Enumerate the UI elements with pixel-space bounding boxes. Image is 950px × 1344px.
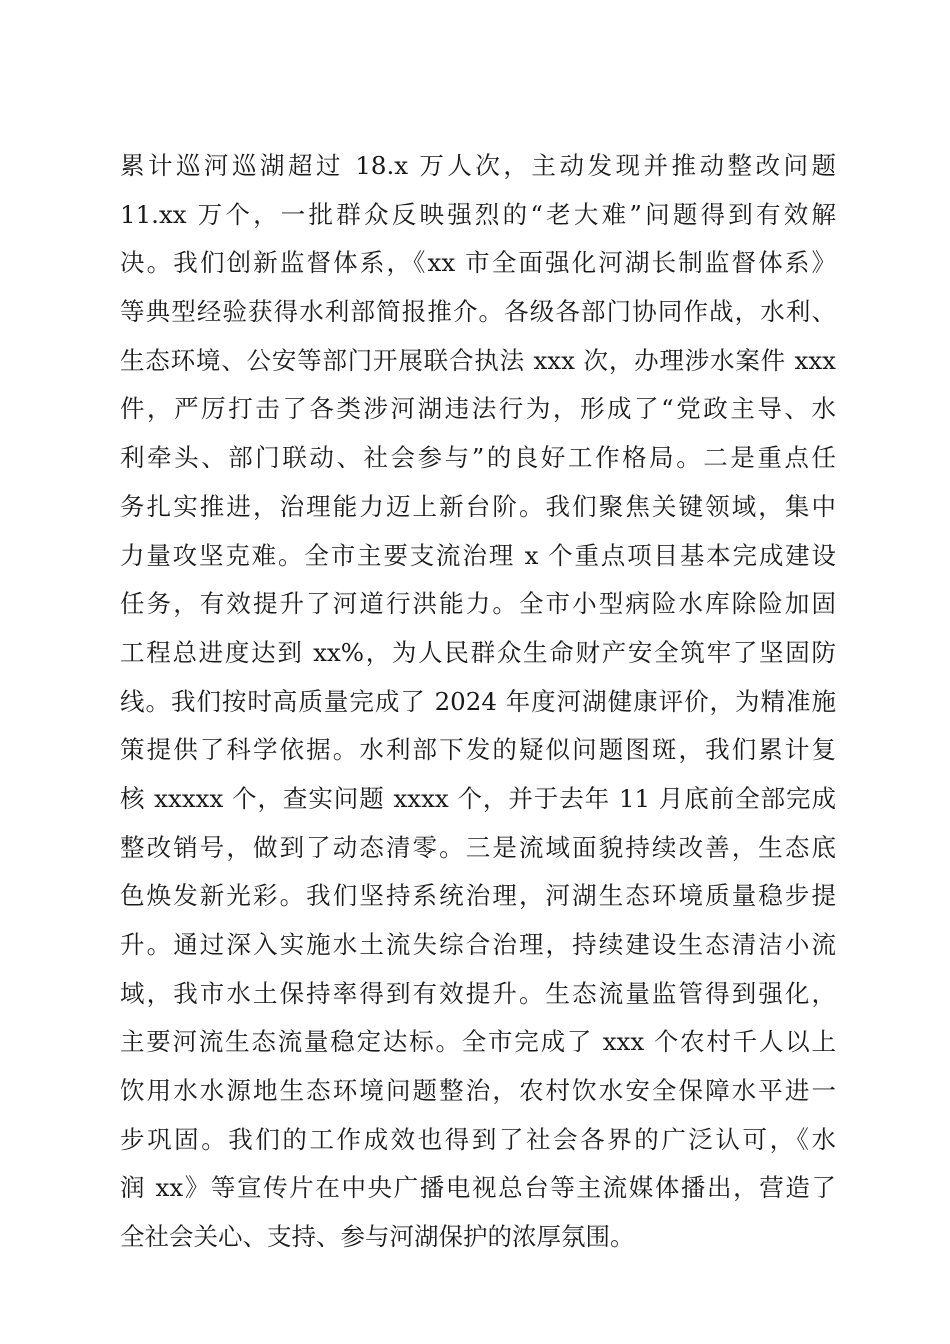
text-line: 任务，有效提升了河道行洪能力。全市小型病险水库除险加固 (120, 589, 836, 619)
text-line: 件，严厉打击了各类涉河湖违法行为，形成了“党政主导、水 (120, 394, 836, 424)
text-line: 线。我们按时高质量完成了 2024 年度河湖健康评价，为精准施 (120, 686, 836, 716)
text-line: 策提供了科学依据。水利部下发的疑似问题图斑，我们累计复 (120, 735, 836, 765)
text-line: 润 xx》等宣传片在中央广播电视总台等主流媒体播出，营造了 (120, 1173, 836, 1203)
body-paragraph (120, 142, 836, 1262)
text-line: 11.xx 万个，一批群众反映强烈的“老大难”问题得到有效解 (120, 199, 836, 229)
text-line: 工程总进度达到 xx%，为人民群众生命财产安全筑牢了坚固防 (120, 637, 836, 667)
text-line: 色焕发新光彩。我们坚持系统治理，河湖生态环境质量稳步提 (120, 881, 836, 911)
text-line: 步巩固。我们的工作成效也得到了社会各界的广泛认可，《水 (120, 1124, 836, 1154)
text-line-last: 全社会关心、支持、参与河湖保护的浓厚氛围。 (120, 1222, 635, 1252)
text-line: 整改销号，做到了动态清零。三是流域面貌持续改善，生态底 (120, 832, 836, 862)
text-line: 累计巡河巡湖超过 18.x 万人次，主动发现并推动整改问题 (120, 151, 836, 180)
text-line: 利牵头、部门联动、社会参与”的良好工作格局。二是重点任 (120, 443, 836, 473)
text-line: 核 xxxxx 个，查实问题 xxxx 个，并于去年 11 月底前全部完成 (120, 783, 836, 813)
text-line: 升。通过深入实施水土流失综合治理，持续建设生态清洁小流 (120, 930, 836, 959)
text-line: 饮用水水源地生态环境问题整治，农村饮水安全保障水平进一 (120, 1076, 836, 1106)
text-line: 等典型经验获得水利部简报推介。各级各部门协同作战，水利、 (120, 297, 836, 327)
text-line: 力量攻坚克难。全市主要支流治理 x 个重点项目基本完成建设 (120, 540, 836, 570)
text-line: 域，我市水土保持率得到有效提升。生态流量监管得到强化， (120, 978, 836, 1008)
text-line: 主要河流生态流量稳定达标。全市完成了 xxx 个农村千人以上 (120, 1027, 836, 1057)
text-line: 决。我们创新监督体系，《xx 市全面强化河湖长制监督体系》 (120, 248, 836, 278)
text-line: 务扎实推进，治理能力迈上新台阶。我们聚焦关键领域，集中 (120, 491, 836, 521)
text-line: 生态环境、公安等部门开展联合执法 xxx 次，办理涉水案件 xxx (120, 345, 836, 375)
